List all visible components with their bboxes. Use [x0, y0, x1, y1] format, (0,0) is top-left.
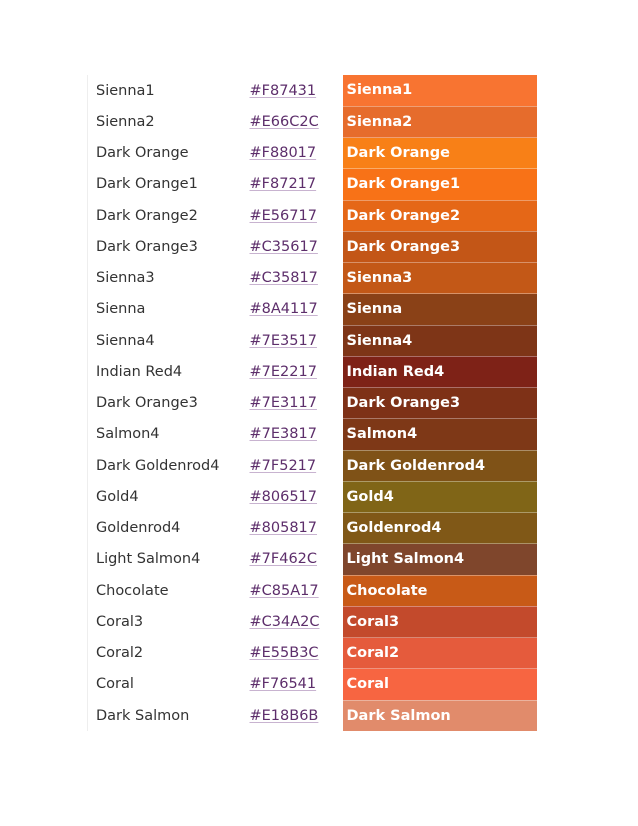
color-swatch: Sienna — [343, 294, 537, 325]
table-row — [88, 513, 537, 544]
color-swatch: Gold4 — [343, 481, 537, 512]
color-swatch: Coral3 — [343, 606, 537, 637]
color-name: Chocolate — [96, 582, 169, 599]
color-name: Dark Salmon — [96, 707, 190, 724]
hex-code-link[interactable]: #7E3517 — [249, 332, 317, 349]
table-row — [88, 263, 537, 294]
hex-code-link[interactable]: #F87431 — [249, 82, 317, 99]
hex-cell — [242, 388, 343, 419]
color-swatch: Indian Red4 — [343, 356, 537, 387]
color-name: Indian Red4 — [96, 363, 183, 380]
color-table — [87, 75, 537, 732]
table-row — [88, 106, 537, 137]
table-row — [88, 544, 537, 575]
table-row — [88, 419, 537, 450]
table-row — [88, 138, 537, 169]
color-swatch: Sienna2 — [343, 106, 537, 137]
color-name: Gold4 — [96, 488, 139, 505]
hex-cell — [242, 481, 343, 512]
color-name: Dark Orange3 — [96, 395, 198, 412]
hex-cell — [242, 638, 343, 669]
color-swatch: Coral2 — [343, 638, 537, 669]
color-name: Dark Orange — [96, 145, 189, 162]
hex-code-link[interactable]: #E66C2C — [249, 113, 319, 130]
color-swatch: Chocolate — [343, 575, 537, 606]
hex-cell — [242, 669, 343, 700]
hex-code-link[interactable]: #7F462C — [249, 551, 318, 568]
color-swatch: Dark Goldenrod4 — [343, 450, 537, 481]
hex-code-link[interactable]: #805817 — [249, 520, 318, 537]
hex-cell — [242, 700, 343, 731]
hex-code-link[interactable]: #7E2217 — [249, 363, 317, 380]
table-row — [88, 481, 537, 512]
table-row — [88, 450, 537, 481]
color-name: Coral2 — [96, 645, 144, 662]
color-name: Coral — [96, 676, 134, 693]
hex-code-link[interactable]: #C34A2C — [249, 613, 320, 630]
table-row — [88, 231, 537, 262]
color-swatch: Dark Orange3 — [343, 388, 537, 419]
table-row — [88, 200, 537, 231]
table-row — [88, 669, 537, 700]
hex-code-link[interactable]: #806517 — [249, 488, 318, 505]
table-row — [88, 169, 537, 200]
hex-cell — [242, 106, 343, 137]
hex-code-link[interactable]: #F76541 — [249, 676, 317, 693]
color-swatch: Goldenrod4 — [343, 513, 537, 544]
hex-code-link[interactable]: #7E3117 — [249, 395, 317, 412]
hex-cell — [242, 75, 343, 106]
table-row — [88, 700, 537, 731]
table-row — [88, 606, 537, 637]
color-swatch: Coral — [343, 669, 537, 700]
color-swatch: Light Salmon4 — [343, 544, 537, 575]
hex-code-link[interactable]: #C85A17 — [249, 582, 319, 599]
hex-cell — [242, 544, 343, 575]
color-swatch: Dark Orange — [343, 138, 537, 169]
color-swatch: Dark Orange2 — [343, 200, 537, 231]
color-swatch: Dark Orange3 — [343, 231, 537, 262]
hex-cell — [242, 231, 343, 262]
color-swatch: Dark Orange1 — [343, 169, 537, 200]
color-swatch: Sienna1 — [343, 75, 537, 106]
table-row — [88, 75, 537, 106]
color-name: Sienna1 — [96, 82, 155, 99]
color-name: Goldenrod4 — [96, 520, 181, 537]
table-row — [88, 388, 537, 419]
color-swatch: Sienna3 — [343, 263, 537, 294]
table-row — [88, 356, 537, 387]
hex-code-link[interactable]: #C35817 — [249, 270, 318, 287]
table-row — [88, 294, 537, 325]
hex-code-link[interactable]: #E18B6B — [249, 707, 319, 724]
hex-code-link[interactable]: #7E3817 — [249, 426, 317, 443]
table-row — [88, 638, 537, 669]
table-row — [88, 325, 537, 356]
hex-cell — [242, 169, 343, 200]
color-name: Dark Orange2 — [96, 207, 198, 224]
hex-cell — [242, 356, 343, 387]
color-name: Dark Goldenrod4 — [96, 457, 220, 474]
hex-code-link[interactable]: #E56717 — [249, 207, 317, 224]
color-name: Dark Orange1 — [96, 176, 198, 193]
hex-cell — [242, 200, 343, 231]
color-table-body — [88, 75, 537, 731]
hex-cell — [242, 575, 343, 606]
hex-cell — [242, 294, 343, 325]
hex-cell — [242, 263, 343, 294]
color-swatch: Salmon4 — [343, 419, 537, 450]
hex-code-link[interactable]: #7F5217 — [249, 457, 317, 474]
hex-cell — [242, 325, 343, 356]
color-name: Coral3 — [96, 613, 144, 630]
table-row — [88, 575, 537, 606]
color-swatch: Dark Salmon — [343, 700, 537, 731]
color-name: Dark Orange3 — [96, 238, 198, 255]
color-name: Light Salmon4 — [96, 551, 201, 568]
color-name: Sienna2 — [96, 113, 155, 130]
hex-code-link[interactable]: #C35617 — [249, 238, 318, 255]
hex-cell — [242, 138, 343, 169]
hex-code-link[interactable]: #F87217 — [249, 176, 317, 193]
hex-code-link[interactable]: #F88017 — [249, 145, 317, 162]
hex-cell — [242, 419, 343, 450]
color-name: Salmon4 — [96, 426, 160, 443]
color-name: Sienna4 — [96, 332, 155, 349]
color-name: Sienna3 — [96, 270, 155, 287]
hex-code-link[interactable]: #8A4117 — [249, 301, 318, 318]
hex-cell — [242, 450, 343, 481]
color-name: Sienna — [96, 301, 146, 318]
color-swatch: Sienna4 — [343, 325, 537, 356]
hex-cell — [242, 513, 343, 544]
hex-code-link[interactable]: #E55B3C — [249, 645, 319, 662]
hex-cell — [242, 606, 343, 637]
